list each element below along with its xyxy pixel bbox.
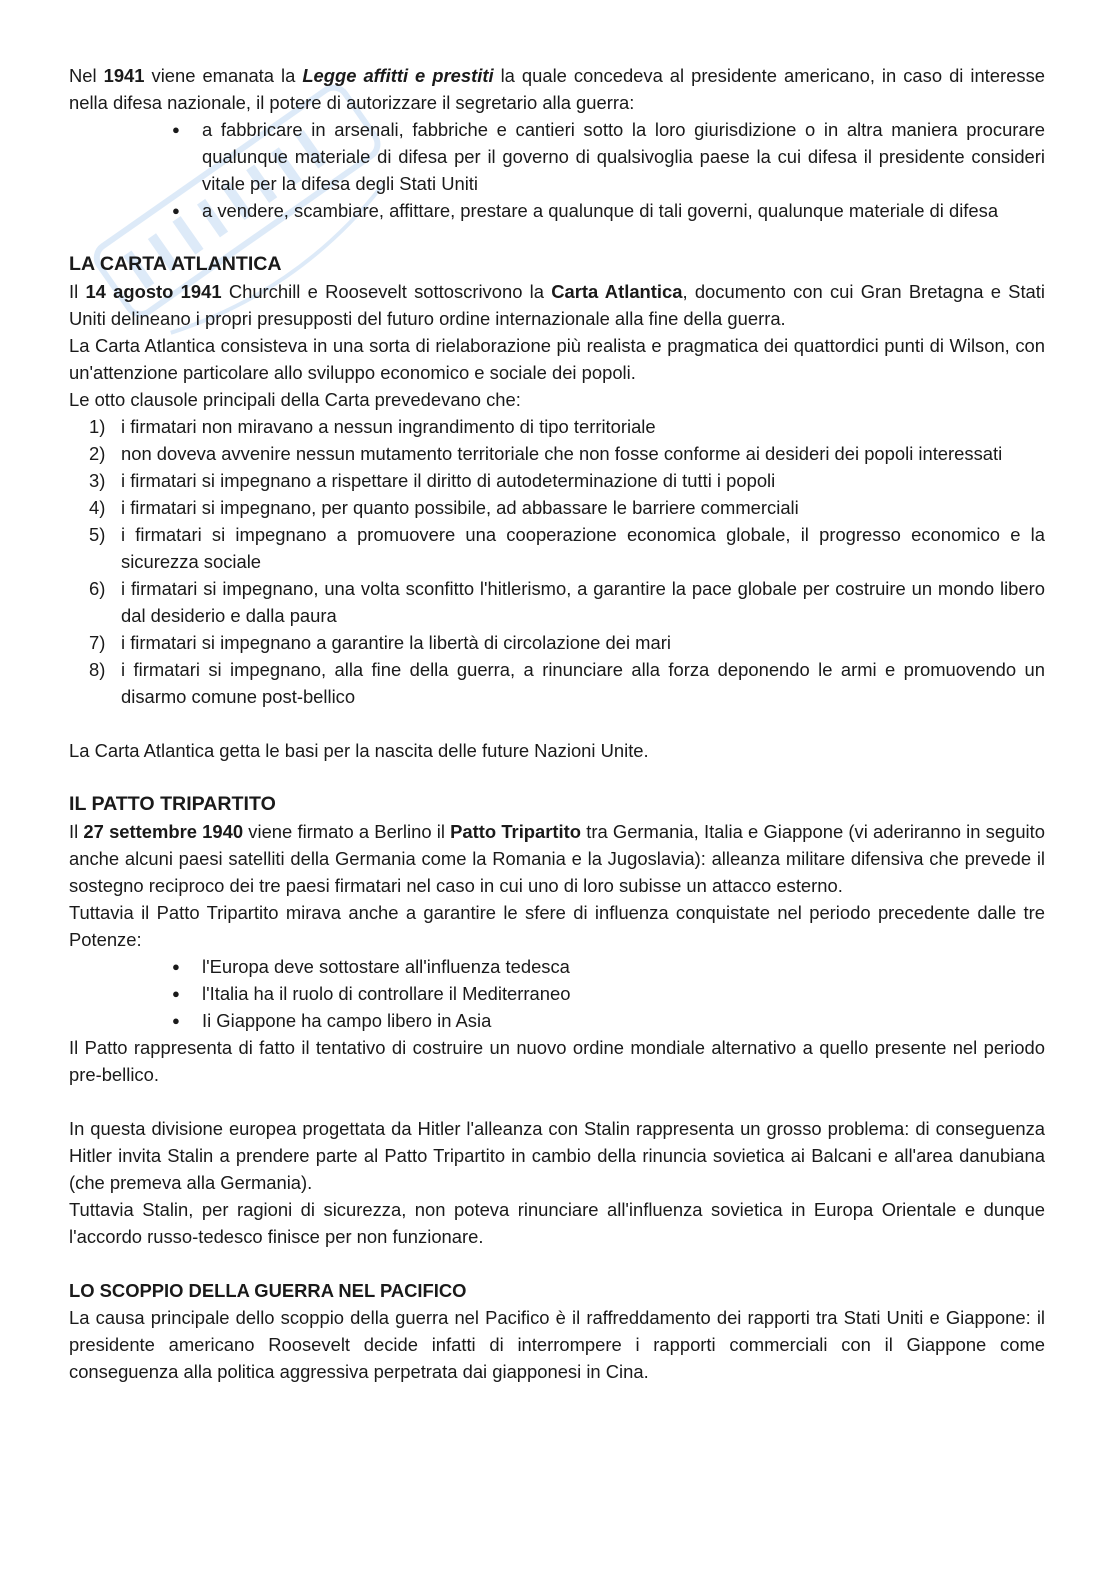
- list-item: 4) i firmatari si impegnano, per quanto possibile, ad abbassare le barriere commerciali: [89, 497, 799, 518]
- tripartite-date: 27 settembre 1940: [83, 821, 244, 842]
- list-item: ● a vendere, scambiare, affittare, prestare a qualunque di tali governi, qualunque materiale di difesa: [172, 197, 1045, 224]
- intro-paragraph: Nel 1941 viene emanata la Legge affitti e prestiti la quale concedeva al presidente americano, in caso di interesse nella difesa nazionale, il potere di autorizzare il segretario alla guerra:: [69, 65, 1045, 113]
- list-item: 6) i firmatari si impegnano, una volta sconfitto l'hitlerismo, a garantire la pace globale per costruire un mondo libero dal desiderio e dalla paura: [89, 578, 1045, 626]
- tripartite-pact-name: Patto Tripartito: [450, 821, 582, 842]
- list-item: ● l'Italia ha il ruolo di controllare il Mediterraneo: [172, 980, 1045, 1007]
- intro-bullet-list: [69, 116, 1045, 224]
- atlantic-closing: La Carta Atlantica getta le basi per la nascita delle future Nazioni Unite.: [69, 740, 649, 761]
- intro-law-name: Legge affitti e prestiti: [302, 65, 494, 86]
- list-item: 8) i firmatari si impegnano, alla fine della guerra, a rinunciare alla forza deponendo le armi e promuovendo un disarmo comune post-bellico: [89, 659, 1045, 707]
- clauses-list: [69, 413, 1045, 710]
- heading-carta-atlantica: LA CARTA ATLANTICA: [69, 253, 282, 275]
- heading-guerra-pacifico: LO SCOPPIO DELLA GUERRA NEL PACIFICO: [69, 1280, 467, 1301]
- tripartite-paragraph-1: Il 27 settembre 1940 viene firmato a Berlino il Patto Tripartito tra Germania, Italia e Giappone (vi aderiranno in seguito anche alcuni paesi satelliti della Germania come la Romania e la Jugoslavia): alleanza militare difensiva che prevede il sostegno reciproco dei tre paesi firmatari nel caso in cui uno di loro subisse un attacco esterno.: [69, 821, 1045, 896]
- list-item: ● a fabbricare in arsenali, fabbriche e cantieri sotto la loro giurisdizione o in altra maniera procurare qualunque materiale di difesa per il governo di qualsivoglia paese la cui difesa il presidente consideri vitale per la difesa degli Stati Uniti: [172, 116, 1045, 197]
- atlantic-date: 14 agosto 1941: [85, 281, 222, 302]
- tripartite-bullet-list: [69, 953, 1045, 1034]
- list-item: 1) i firmatari non miravano a nessun ingrandimento di tipo territoriale: [89, 416, 656, 437]
- list-item: 5) i firmatari si impegnano a promuovere una cooperazione economica globale, il progresso economico e la sicurezza sociale: [89, 524, 1045, 572]
- tripartite-paragraph-2: Tuttavia il Patto Tripartito mirava anche a garantire le sfere di influenza conquistate nel periodo precedente dalle tre Potenze:: [69, 902, 1045, 950]
- atlantic-paragraph-3: Le otto clausole principali della Carta prevedevano che:: [69, 389, 521, 410]
- intro-year: 1941: [103, 65, 145, 86]
- tripartite-paragraph-3: Il Patto rappresenta di fatto il tentativo di costruire un nuovo ordine mondiale alternativo a quello presente nel periodo pre-bellico.: [69, 1037, 1045, 1085]
- tripartite-paragraph-5: Tuttavia Stalin, per ragioni di sicurezza, non poteva rinunciare all'influenza sovietica in Europa Orientale e dunque l'accordo russo-tedesco finisce per non funzionare.: [69, 1199, 1045, 1247]
- list-item: ● l'Europa deve sottostare all'influenza tedesca: [172, 953, 1045, 980]
- atlantic-doc-name: Carta Atlantica: [551, 281, 683, 302]
- list-item: 3) i firmatari si impegnano a rispettare il diritto di autodeterminazione di tutti i popoli: [89, 470, 776, 491]
- document-page: [69, 62, 1045, 1385]
- list-item: 2) non doveva avvenire nessun mutamento territoriale che non fosse conforme ai desideri dei popoli interessati: [89, 443, 1003, 464]
- atlantic-paragraph-2: La Carta Atlantica consisteva in una sorta di rielaborazione più realista e pragmatica dei quattordici punti di Wilson, con un'attenzione particolare allo sviluppo economico e sociale dei popoli.: [69, 335, 1045, 383]
- list-item: ● Ii Giappone ha campo libero in Asia: [172, 1007, 1045, 1034]
- atlantic-paragraph-1: Il 14 agosto 1941 Churchill e Roosevelt sottoscrivono la Carta Atlantica, documento con cui Gran Bretagna e Stati Uniti delineano i propri presupposti del futuro ordine internazionale alla fine della guerra.: [69, 281, 1045, 329]
- heading-patto-tripartito: IL PATTO TRIPARTITO: [69, 793, 276, 815]
- pacific-paragraph-1: La causa principale dello scoppio della guerra nel Pacifico è il raffreddamento dei rapporti tra Stati Uniti e Giappone: il presidente americano Roosevelt decide infatti di interrompere i rapporti commerciali con il Giappone come conseguenza alla politica aggressiva perpetrata dai giapponesi in Cina.: [69, 1307, 1045, 1382]
- list-item: 7) i firmatari si impegnano a garantire la libertà di circolazione dei mari: [89, 632, 671, 653]
- tripartite-paragraph-4: In questa divisione europea progettata da Hitler l'alleanza con Stalin rappresenta un grosso problema: di conseguenza Hitler invita Stalin a prendere parte al Patto Tripartito in cambio della rinuncia sovietica ai Balcani e all'area danubiana (che premeva alla Germania).: [69, 1118, 1045, 1193]
